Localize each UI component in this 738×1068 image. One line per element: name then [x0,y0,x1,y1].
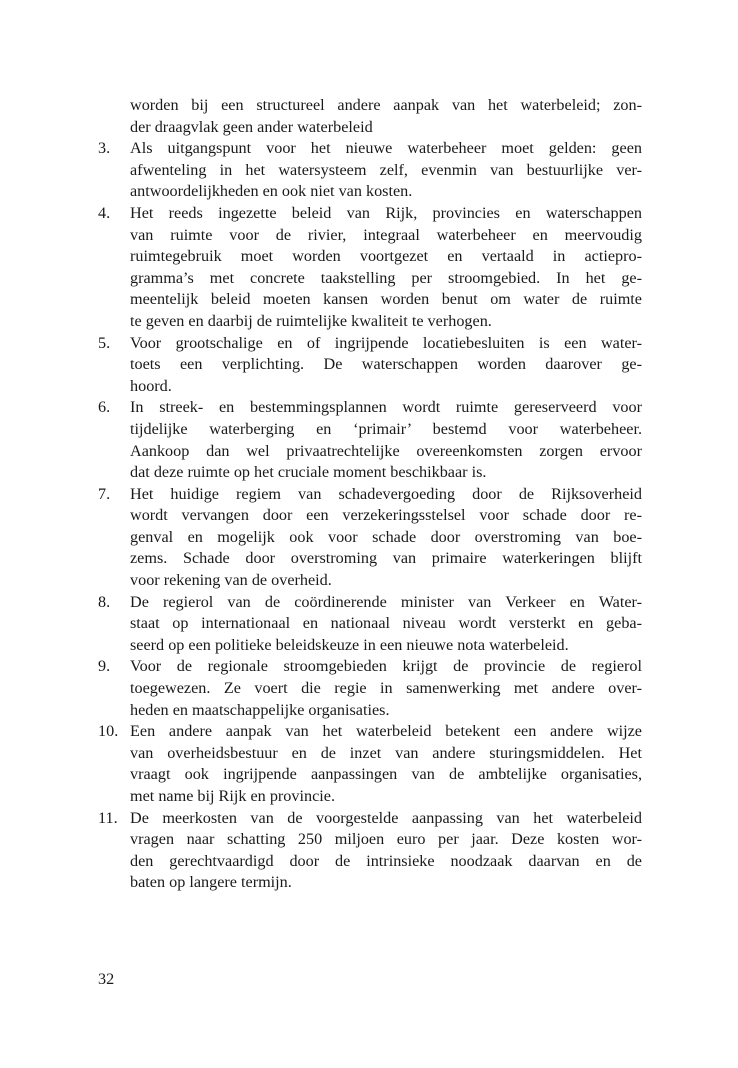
text-line: Aankoop dan wel privaatrechtelijke overeenkomsten zorgen ervoor [130,441,642,460]
list-item-11 [98,808,642,894]
item-number: 6. [98,398,111,417]
text-line: antwoordelijkheden en ook niet van kosten. [130,182,413,201]
text-line: Een andere aanpak van het waterbeleid betekent een andere wijze [130,722,642,741]
text-line: wordt vervangen door een verzekeringsstelsel voor schade door re- [130,506,642,525]
text-line: voor rekening van de overheid. [130,571,332,590]
text-line: toegewezen. Ze voert die regie in samenwerking met andere over- [130,679,642,698]
list-item-3 [98,138,642,203]
text-line: dat deze ruimte op het cruciale moment beschikbaar is. [130,463,487,482]
text-line: De meerkosten van de voorgestelde aanpassing van het waterbeleid [130,808,642,827]
text-line: vraagt ook ingrijpende aanpassingen van de ambtelijke organisaties, [130,765,642,784]
text-line: genval en mogelijk ook voor schade door overstroming van boe- [130,527,642,546]
item-text [130,721,642,807]
list-item-7 [98,484,642,592]
text-line: afwenteling in het watersysteem zelf, evenmin van bestuurlijke ver- [130,160,642,179]
list-item-4 [98,203,642,333]
text-line: van overheidsbestuur en de inzet van andere sturingsmiddelen. Het [130,743,642,762]
list-item-8 [98,592,642,657]
text-line: Als uitgangspunt voor het nieuwe waterbeheer moet gelden: geen [130,139,642,158]
item-text [130,656,642,721]
item-number: 3. [98,139,111,158]
item-text [130,592,642,657]
list-item-6 [98,397,642,483]
item-number: 7. [98,484,111,503]
text-line: meentelijk beleid moeten kansen worden benut om water de ruimte [130,290,642,309]
item-text [130,203,642,333]
text-line: hoord. [130,376,172,395]
text-line: staat op internationaal en nationaal niveau wordt versterkt en geba- [130,614,642,633]
item-number: 4. [98,203,111,222]
item-number: 8. [98,592,111,611]
text-line: te geven en daarbij de ruimtelijke kwaliteit te verhogen. [130,311,492,330]
list-item-9 [98,656,642,721]
text-line: vragen naar schatting 250 miljoen euro per jaar. Deze kosten wor- [130,830,642,849]
text-line: Voor de regionale stroomgebieden krijgt de provincie de regierol [130,657,642,676]
text-line: met name bij Rijk en provincie. [130,787,335,805]
text-line: Het huidige regiem van schadevergoeding door de Rijksoverheid [130,484,642,503]
text-line: In streek- en bestemmingsplannen wordt ruimte gereserveerd voor [130,398,642,417]
text-line: Het reeds ingezette beleid van Rijk, provincies en waterschappen [130,203,642,222]
item-text [130,333,642,398]
list-item-5 [98,333,642,398]
list-item-10 [98,721,642,807]
text-line: van ruimte voor de rivier, integraal waterbeheer en meervoudig [130,225,642,244]
text-line: worden bij een structureel andere aanpak van het waterbeleid; zon- [130,96,642,114]
continued-paragraph [98,95,642,138]
text-line: ruimtegebruik moet worden voortgezet en vertaald in actiepro- [130,247,642,266]
text-line: den gerechtvaardigd door de intrinsieke noodzaak daarvan en de [130,851,642,870]
text-line: De regierol van de coördinerende minister van Verkeer en Water- [130,592,642,611]
item-text [130,484,642,592]
item-number: 9. [98,657,111,676]
text-line: Voor grootschalige en of ingrijpende locatiebesluiten is een water- [130,333,642,352]
text-line: toets een verplichting. De waterschappen worden daarover ge- [130,355,642,374]
item-text [130,138,642,203]
item-number: 5. [98,333,111,352]
text-line: der draagvlak geen ander waterbeleid [130,117,373,136]
item-text [130,397,642,483]
page-number: 32 [98,970,115,988]
item-number: 10. [98,722,119,741]
text-line: baten op langere termijn. [130,873,292,892]
text-line: zems. Schade door overstroming van primaire waterkeringen blijft [130,549,642,568]
text-line: gramma’s met concrete taakstelling per stroomgebied. In het ge- [130,268,642,287]
item-number: 11. [98,808,118,827]
text-line: seerd op een politieke beleidskeuze in een nieuwe nota waterbeleid. [130,635,569,654]
numbered-list [98,95,642,894]
text-line: heden en maatschappelijke organisaties. [130,700,390,719]
text-line: tijdelijke waterberging en ‘primair’ bestemd voor waterbeheer. [130,419,642,438]
item-text [130,808,642,894]
